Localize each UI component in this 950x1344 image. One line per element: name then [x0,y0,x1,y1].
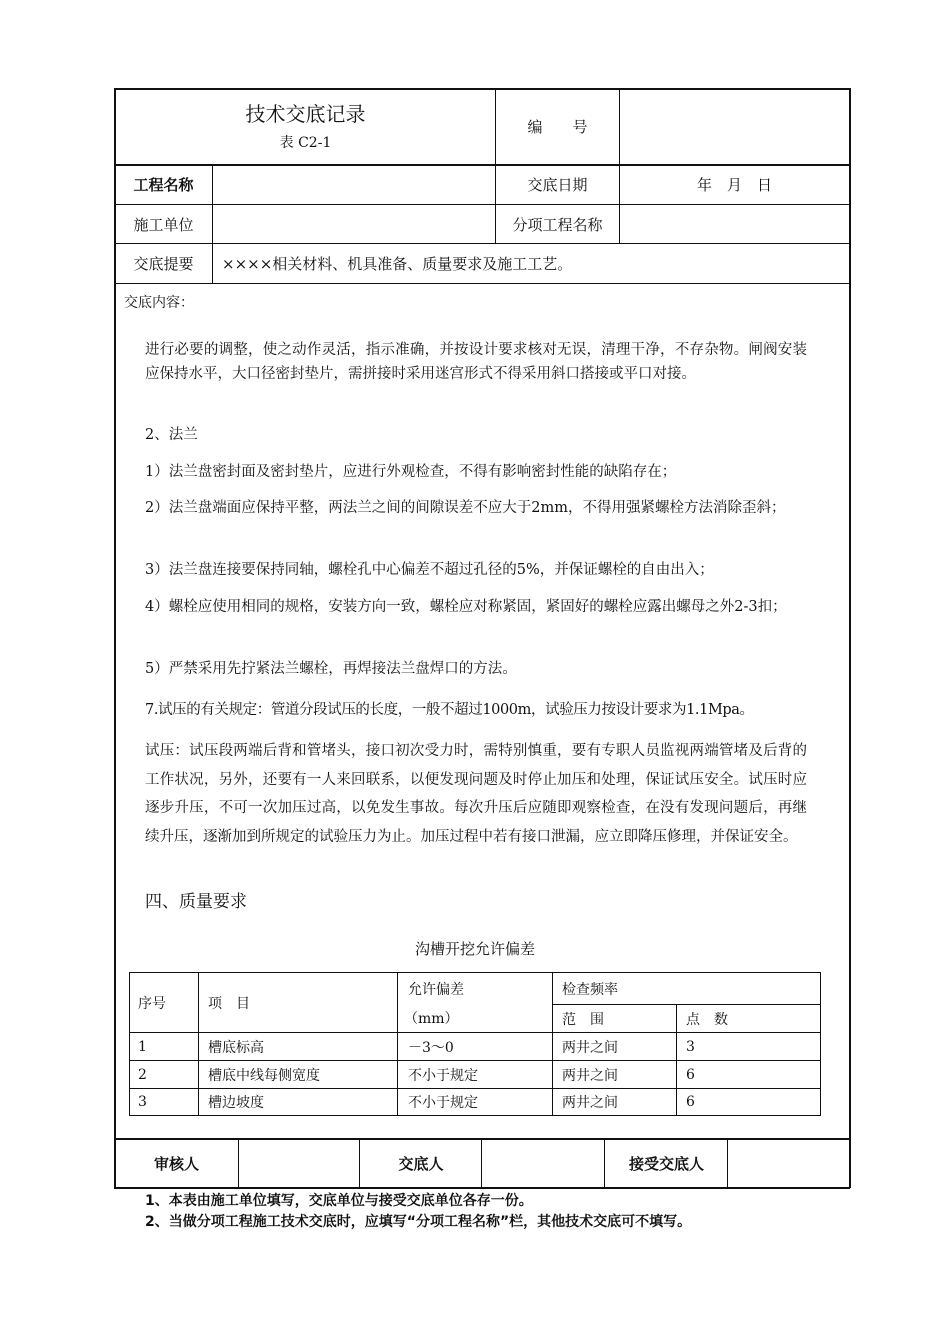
receiver-field[interactable] [729,1139,848,1187]
project-name-label: 工程名称 [133,176,194,194]
table-row: 不小于规定 [408,1067,478,1084]
number-label: 编 号 [527,118,588,136]
date-field[interactable]: 年 月 日 [696,176,772,194]
discloser-field[interactable] [483,1139,604,1187]
summary-label: 交底提要 [133,255,194,273]
table-row: 槽底中线每侧宽度 [208,1067,320,1084]
table-row: 6 [686,1094,695,1110]
table-row: 不小于规定 [408,1095,478,1111]
receiver-label: 接受交底人 [628,1154,704,1173]
subitem-field[interactable] [620,205,849,243]
table-row: 1 [138,1038,147,1055]
header-tolerance: 允许偏差 [408,982,464,998]
footnote: 1、本表由施工单位填写，交底单位与接受交底单位各存一份。 [145,1193,533,1209]
summary-field[interactable]: ××××相关材料、机具准备、质量要求及施工工艺。 [222,255,573,273]
header-item: 项 目 [208,995,250,1012]
table-row: 两井之间 [562,1095,618,1111]
number-field[interactable] [620,89,849,164]
table-row: 3 [686,1038,695,1055]
form-code: 表 C2-1 [279,135,332,151]
discloser-label: 交底人 [398,1154,444,1173]
header-range: 范 围 [562,1011,604,1028]
table-row: 槽底标高 [208,1039,264,1056]
content-paragraph: 5）严禁采用先拧紧法兰螺栓，再焊接法兰盘焊口的方法。 [145,661,517,677]
reviewer-label: 审核人 [153,1154,199,1173]
content-paragraph: 3）法兰盘连接要保持同轴，螺栓孔中心偏差不超过孔径的5%，并保证螺栓的自由出入； [145,562,714,578]
table-row: 槽边坡度 [208,1095,264,1111]
header-points: 点 数 [686,1011,728,1028]
table-row: 两井之间 [562,1067,618,1084]
header-unit: （mm） [404,1011,459,1027]
table-row: 3 [138,1094,147,1110]
document-title: 技术交底记录 [245,102,366,126]
content-paragraph: 4）螺栓应使用相同的规格，安装方向一致，螺栓应对称紧固，紧固好的螺栓应露出螺母之外2-3扣； [145,599,787,615]
table-row: －3～0 [408,1039,454,1056]
content-paragraph: 7.试压的有关规定：管道分段试压的长度，一般不超过1000m，试验压力按设计要求为1.1Mpa。 [145,702,754,718]
content-label: 交底内容： [124,295,194,311]
contractor-label: 施工单位 [133,215,194,234]
table-caption: 沟槽开挖允许偏差 [414,940,535,958]
footnote: 2、当做分项工程施工技术交底时，应填写“分项工程名称”栏，其他技术交底可不填写。 [145,1214,692,1230]
header-frequency: 检查频率 [562,982,618,998]
content-paragraph: 进行必要的调整，使之动作灵活，指示准确，并按设计要求核对无误，清理干净，不存杂物。闸阀安装应保持水平，大口径密封垫片，需拼接时采用迷宫形式不得采用斜口搭接或平口对接。 [145,342,807,382]
subitem-label: 分项工程名称 [512,215,603,234]
reviewer-field[interactable] [240,1139,359,1187]
section-heading: 四、质量要求 [145,892,247,912]
project-name-field[interactable] [214,165,495,204]
content-paragraph: 1）法兰盘密封面及密封垫片，应进行外观检查，不得有影响密封性能的缺陷存在； [145,464,677,480]
content-paragraph: 2、法兰 [145,427,198,443]
content-paragraph: 2）法兰盘端面应保持平整，两法兰之间的间隙误差不应大于2mm，不得用强紧螺栓方法消除歪斜； [145,500,786,516]
contractor-field[interactable] [214,205,495,243]
table-row: 6 [686,1066,695,1083]
table-row: 两井之间 [562,1039,618,1056]
date-label: 交底日期 [527,176,588,194]
table-row: 2 [138,1066,147,1083]
content-paragraph: 试压：试压段两端后背和管堵头，接口初次受力时，需特别慎重，要有专职人员监视两端管堵及后背的工作状况，另外，还要有一人来回联系，以便发现问题及时停止加压和处理，保证试压安全。试压时应逐步升压，不可一次加压过高，以免发生事故。每次升压后应随即观察检查，在没有发现问题后，再继续升压，逐渐加到所规定的试验压力为止。加压过程中若有接口泄漏，应立即降压修理，并保证安全。 [145,743,807,845]
header-seq: 序号 [138,995,166,1012]
